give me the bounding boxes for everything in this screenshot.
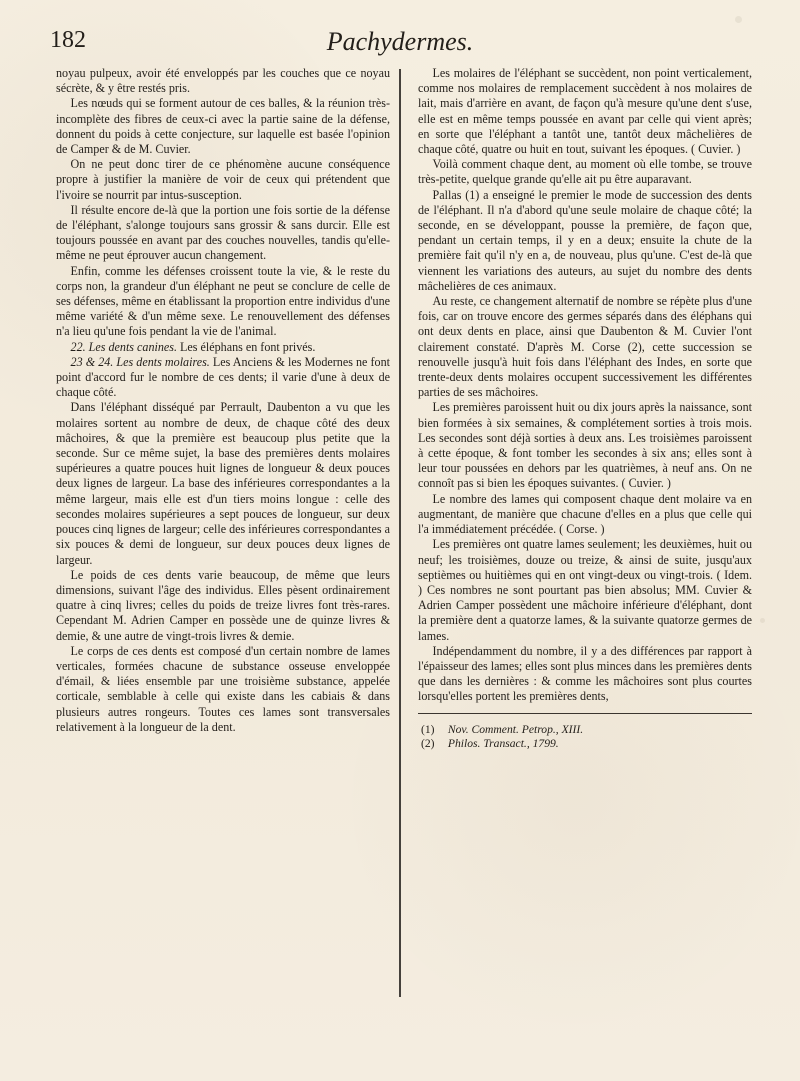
section-23-24: [56, 355, 390, 401]
paragraph: Les premières paroissent huit ou dix jours après la naissance, sont bien formées à six semaines, & complétement sorties à trois mois. Les secondes sont déjà sorties à deux ans. Les troisièmes paroissent à cette époque, & font tomber les secondes à six ans; elles sont à leur tour poussées en dehors par les quatrièmes, à neuf ans. On ne connoît pas si bien les époques suivantes. ( Cuvier. ): [418, 400, 752, 491]
left-text-column: [56, 66, 390, 735]
running-title: Pachydermes.: [326, 27, 474, 56]
paragraph: noyau pulpeux, avoir été enveloppés par les couches que ce noyau sécrète, & y être restés pris.: [56, 66, 390, 96]
paragraph: Pallas (1) a enseigné le premier le mode de succession des dents de l'éléphant. Il n'a d'abord qu'une seule molaire de chaque côté; la seconde, en se développant, pousse la première, de façon que, pendant un certain temps, il y en a deux; ensuite la chute de la première fait qu'il n'y en a, de nouveau, plus qu'une. C'est de-là que viennent les variations des auteurs, au sujet du nombre des dents mâchelières de ces animaux.: [418, 187, 752, 293]
section-label: 22. Les dents canines.: [70, 339, 177, 354]
paragraph: Enfin, comme les défenses croissent toute la vie, & le reste du corps non, la grandeur d'un éléphant ne peut se conclure de celle de ses défenses, même en établissant la proportion entre individus d'une même variété & d'un même sexe. Le renouvellement des défenses n'a lieu qu'une fois pendant la vie de l'animal.: [56, 263, 390, 339]
footnote: [421, 723, 752, 738]
paragraph: Les nœuds qui se forment autour de ces balles, & la réunion très-incomplète des fibres de ceux-ci avec la partie saine de la défense, donnent du poids à cette conjecture, sur laquelle est basée l'opinion de Camper & de M. Cuvier.: [56, 96, 390, 157]
paragraph: Indépendamment du nombre, il y a des différences par rapport à l'épaisseur des lames; elles sont plus minces dans les premières dents que dans les dernières : & comme les mâchoires sont plus courtes lorsqu'elles portent les premières dents,: [418, 643, 753, 704]
section-text: Les éléphans en font privés.: [180, 339, 316, 354]
paragraph: Le nombre des lames qui composent chaque dent molaire va en augmentant, de manière que chacune d'elles en a plus que celle qui l'a immédiatement précédée. ( Corse. ): [418, 491, 752, 537]
footnote-text: Philos. Transact., 1799.: [447, 737, 559, 751]
section-text: Les Anciens & les Modernes ne font point d'accord fur le nombre de ces dents; il varie d'une à deux de chaque côté.: [56, 354, 390, 400]
paragraph: On ne peut donc tirer de ce phénomène aucune conséquence propre à justifier la manière de voir de ceux qui prétendent que l'ivoire se nourrit par intus-susception.: [56, 157, 390, 202]
paragraph: Les premières ont quatre lames seulement; les deuxièmes, huit ou neuf; les troisièmes, douze ou treize, & ainsi de suite, jusqu'aux septièmes ou huitièmes qui en ont vingt-deux ou vingt-trois. ( Idem. ) Ces nombres ne sont pourtant pas bien absolus; MM. Cuvier & Adrien Camper possèdent une mâchoire inférieure d'éléphant, dont la première dent a quatorze lames, & la suivante quatorze germes de lames.: [418, 537, 752, 643]
page-number: 182: [50, 27, 86, 53]
footnote-mark: (1): [421, 722, 435, 736]
section-22: [56, 340, 390, 355]
paragraph: Voilà comment chaque dent, au moment où elle tombe, se trouve très-petite, quelque grande qu'elle ait pu être auparavant.: [418, 157, 752, 187]
footnote-text: Nov. Comment. Petrop., XIII.: [447, 722, 584, 736]
paragraph: Au reste, ce changement alternatif de nombre se répète plus d'une fois, car on trouve encore des germes séparés dans des éléphans qui ont deux dents en place, ainsi que Daubenton & M. Cuvier l'ont clairement constaté. D'après M. Corse (2), cette succession se renouvelle jusqu'à huit fois dans l'éléphant des Indes, en sorte que trente-deux dents molaires occupent successivement les différentes parties de ses mâchoires.: [418, 294, 752, 400]
right-text-column: [418, 66, 752, 752]
footnote: [421, 737, 752, 752]
paper-spot: [760, 618, 765, 623]
footnote-mark: (2): [421, 737, 435, 751]
paragraph: Dans l'éléphant disséqué par Perrault, Daubenton a vu que les molaires sortent au nombre de deux, de chaque côté des deux mâchoires, & que la première est beaucoup plus petite que la seconde. Sur ce même sujet, la base des premières dents molaires supérieures a quatre pouces huit lignes de longueur & deux pouces deux lignes de largeur. La base des inférieures correspondantes a la même largeur, mais elle est d'un tiers moins longue : celle des secondes molaires supérieures a sept pouces de longueur, sur deux pouces cinq lignes de largeur; celle des inférieures correspondantes a six pouces & demi de longueur, sur deux pouces deux lignes de largeur.: [56, 400, 390, 567]
paper-spot: [735, 16, 742, 23]
column-divider: [399, 69, 401, 997]
paragraph: Les molaires de l'éléphant se succèdent, non point verticalement, comme nos molaires de remplacement succèdent à nos molaires de lait, mais d'arrière en avant, de façon qu'à mesure qu'une dent s'use, elle est en même temps poussée en avant par celle qui vient après; en sorte que l'éléphant a tantôt une, tantôt deux mâchelières de chaque côté, quatre ou huit en tout, suivant les époques. ( Cuvier. ): [418, 66, 752, 157]
paragraph: Il résulte encore de-là que la portion une fois sortie de la défense de l'éléphant, s'alonge toujours sans grossir & sans durcir. Elle est toujours poussée en avant par des couches nouvelles, tandis qu'elle-même ne peut éprouver aucun changement.: [56, 202, 390, 263]
page-header: [50, 27, 750, 56]
paragraph: Le corps de ces dents est composé d'un certain nombre de lames verticales, formées chacune de substance osseuse enveloppée d'émail, & liées ensemble par une troisième substance, appelée corticale, semblable à celle qui existe dans les cabiais & dans plusieurs autres rongeurs. Toutes ces lames sont transversales relativement à la longueur de la dent.: [56, 643, 390, 734]
section-label: 23 & 24. Les dents molaires.: [70, 354, 210, 369]
paragraph: Le poids de ces dents varie beaucoup, de même que leurs dimensions, suivant l'âge des individus. Elles pèsent ordinairement quatre à cinq livres; celles du poids de treize livres font très-rares. Cependant M. Adrien Camper en possède une de quinze livres & demie, & une autre de vingt-trois livres & demie.: [56, 567, 390, 643]
footnotes: [418, 713, 752, 752]
